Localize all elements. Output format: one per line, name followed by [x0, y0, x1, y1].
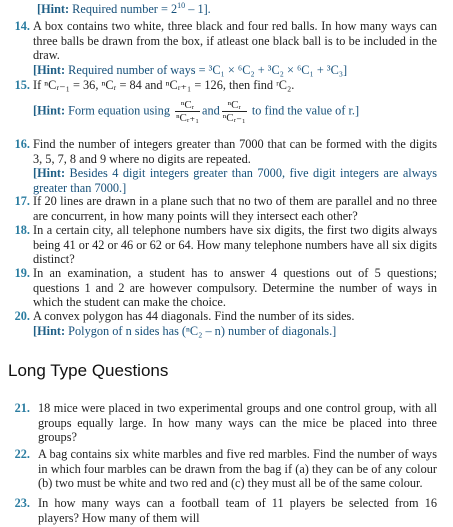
question-text: 18 mice were placed in two experimental groups and one control group, with all groups equally large. In how many ways can the mice be placed into three groups? [38, 401, 437, 445]
question-number: 22. [14, 447, 30, 461]
question-text: In a certain city, all telephone numbers have six digits, the first two digits always being 41 or 42 or 46 or 62 or 64. How many telephone numbers have all six digits distinct? [33, 223, 437, 267]
hint-label: [Hint: [33, 323, 66, 338]
hint-label: [Hint: [37, 2, 70, 16]
question-number: 20. [14, 309, 30, 323]
hint-text: Required number of ways = ³C₁ × ⁶C₂ + ³C₂ × ⁶C₁ + ³C₃] [65, 62, 348, 77]
hint-label: [Hint: [33, 102, 66, 117]
question-text: In an examination, a student has to answer 4 questions out of 5 questions; questions 1 and 2 are however compulsory. Determine the number of ways in which the student can make the choice. [33, 266, 437, 310]
hint-text: Polygon of n sides has (ⁿC₂ – n) number of diagonals.] [65, 323, 337, 338]
question-text: If 20 lines are drawn in a plane such that no two of them are parallel and no three are concurrent, in how many points will they intersect each other? [33, 194, 437, 223]
hint-text-end: to find the value of r.] [251, 102, 360, 117]
question-number: 19. [14, 266, 30, 280]
hint-text: Required number = 2 [69, 2, 178, 16]
question-text: Find the number of integers greater than 7000 that can be formed with the digits 3, 5, 7, 8 and 9 where no digits are repeated. [33, 137, 437, 166]
question-number: 16. [14, 137, 30, 151]
hint-text: Form equation using [65, 102, 170, 117]
question-number: 14. [14, 19, 30, 33]
question-number: 15. [14, 78, 30, 92]
hint-label: [Hint: [33, 62, 66, 77]
question-number: 23. [14, 496, 30, 510]
question-number: 21. [14, 401, 30, 415]
hint-exponent: 10 [177, 0, 186, 10]
question-text: A convex polygon has 44 diagonals. Find the number of its sides. [33, 309, 355, 323]
hint-text: Besides 4 digit integers greater than 7000, five digit integers are always greater than 7000.] [33, 166, 437, 195]
question-number: 18. [14, 223, 30, 237]
question-text: A box contains two white, three black and four red balls. In how many ways can three balls be drawn from the box, if atleast one black ball is to be included in the draw. [33, 19, 437, 63]
question-text: In how many ways can a football team of 11 players be selected from 16 players? How many of them will [38, 496, 437, 525]
hint-label: [Hint: [33, 166, 66, 181]
question-text: A bag contains six white marbles and five red marbles. Find the number of ways in which four marbles can be drawn from the bag if (a) they can be of any colour (b) two must be white and two red and (c) they must all be of the same colour. [38, 447, 437, 491]
fraction-1: $\frac{\text{ⁿCᵣ}}{\text{ⁿCᵣ₊₁}}$ [176, 98, 200, 124]
hint-connector: and [202, 102, 220, 117]
hint-tail: – 1]. [185, 2, 211, 16]
question-number: 17. [14, 194, 30, 208]
fraction-2: $\frac{\text{ⁿCᵣ}}{\text{ⁿCᵣ₋₁}}$ [222, 98, 246, 124]
section-heading: Long Type Questions [8, 361, 169, 380]
question-text: If ⁿCᵣ₋₁ = 36, ⁿCᵣ = 84 and ⁿCᵣ₊₁ = 126, then find ʳC₂. [33, 78, 295, 92]
